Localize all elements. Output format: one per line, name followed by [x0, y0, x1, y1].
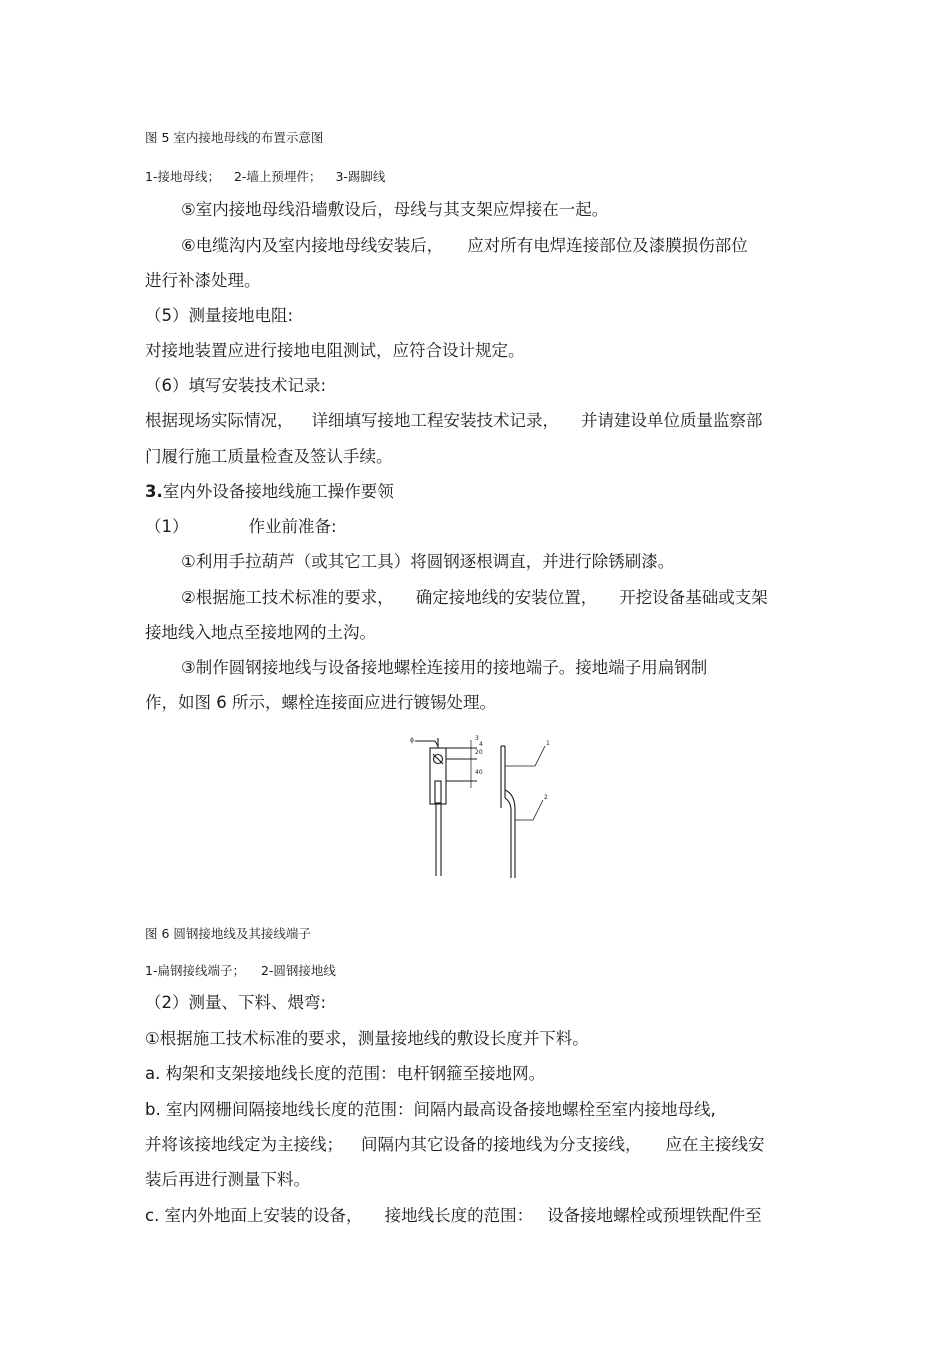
legend-item: 3-踢脚线: [335, 169, 386, 184]
paragraph-segment: ⑥电缆沟内及室内接地母线安装后，: [181, 236, 444, 255]
paragraph-segment: 并将该接地线定为主接线；: [145, 1135, 343, 1154]
dimension-label: 20: [475, 749, 483, 756]
section-number: 3.: [145, 482, 163, 501]
legend-item: 1-扁钢接线端子；: [145, 963, 245, 978]
figure-5-caption: 图 5 室内接地母线的布置示意图: [145, 130, 324, 145]
heading-text: 作业前准备:: [248, 517, 337, 536]
paragraph: ⑤室内接地母线沿墙敷设后，母线与其支架应焊接在一起。: [181, 200, 609, 219]
paragraph: [145, 1205, 762, 1227]
figure-6-legend: [145, 962, 336, 980]
paragraph: 对接地装置应进行接地电阻测试，应符合设计规定。: [145, 341, 525, 360]
paragraph-segment: 确定接地线的安装位置，: [415, 588, 598, 607]
paragraph: ①利用手拉葫芦（或其它工具）将圆钢逐根调直，并进行除锈刷漆。: [181, 552, 675, 571]
dimension-label: 3: [475, 735, 479, 742]
section-heading: （6）填写安装技术记录:: [145, 376, 327, 395]
paragraph: 门履行施工质量检查及签认手续。: [145, 447, 393, 466]
legend-item: 1-接地母线；: [145, 169, 220, 184]
round-steel-slot: [435, 781, 441, 803]
grounding-terminal-drawing: [405, 728, 555, 883]
paragraph: [145, 410, 763, 432]
paragraph-segment: 详细填写接地工程安装技术记录，: [311, 411, 559, 430]
terminal-plate-outline: [430, 748, 446, 804]
paragraph: b. 室内网栅间隔接地线长度的范围：间隔内最高设备接地螺栓至室内接地母线,: [145, 1100, 716, 1119]
paragraph-segment: ②根据施工技术标准的要求，: [181, 588, 394, 607]
paragraph: ③制作圆钢接地线与设备接地螺栓连接用的接地端子。接地端子用扁钢制: [181, 658, 708, 677]
paragraph: 进行补漆处理。: [145, 271, 261, 290]
paragraph: a. 构架和支架接地线长度的范围：电杆钢箍至接地网。: [145, 1064, 546, 1083]
paragraph-segment: 开挖设备基础或支架: [619, 588, 768, 607]
paragraph: 作，如图 6 所示，螺栓连接面应进行镀锡处理。: [145, 693, 496, 712]
paragraph-segment: 间隔内其它设备的接地线为分支接线，: [361, 1135, 642, 1154]
section-heading: [145, 516, 337, 538]
paragraph: [181, 587, 768, 609]
section-title: [145, 481, 394, 503]
callout-number: 2: [544, 794, 548, 801]
section-title-text: 室内外设备接地线施工操作要领: [162, 482, 394, 501]
paragraph: 装后再进行测量下料。: [145, 1170, 310, 1189]
dimension-label: 40: [475, 769, 483, 776]
legend-item: 2-墙上预埋件；: [233, 169, 322, 184]
figure-6-caption: 图 6 圆钢接地线及其接线端子: [145, 926, 311, 941]
callout-leader-1: [505, 746, 545, 766]
paragraph-segment: c. 室内外地面上安装的设备，: [145, 1206, 363, 1225]
section-heading: （5）测量接地电阻:: [145, 306, 294, 325]
rod-side-view: [505, 798, 511, 878]
paragraph-segment: 应在主接线安: [665, 1135, 765, 1154]
figure-5-legend: [145, 168, 385, 186]
paragraph-segment: 根据现场实际情况，: [145, 411, 294, 430]
callout-leader-2: [515, 800, 543, 820]
dimension-label: 4: [479, 741, 483, 748]
paragraph: [181, 235, 748, 257]
paragraph-segment: 设备接地螺栓或预埋铁配件至: [547, 1206, 762, 1225]
paragraph-segment: 并请建设单位质量监察部: [581, 411, 763, 430]
paragraph-segment: 应对所有电焊连接部位及漆膜损伤部位: [467, 236, 748, 255]
section-heading: （2）测量、下料、煨弯:: [145, 993, 327, 1012]
paragraph-segment: 接地线长度的范围：: [384, 1206, 534, 1225]
legend-item: 2-圆钢接地线: [260, 963, 336, 978]
phi-label: ϕ: [410, 737, 414, 744]
heading-number: （1）: [145, 517, 189, 536]
callout-number: 1: [546, 740, 550, 747]
paragraph: [145, 1134, 765, 1156]
paragraph: 接地线入地点至接地网的土沟。: [145, 623, 376, 642]
paragraph: ①根据施工技术标准的要求，测量接地线的敷设长度并下料。: [145, 1029, 589, 1048]
